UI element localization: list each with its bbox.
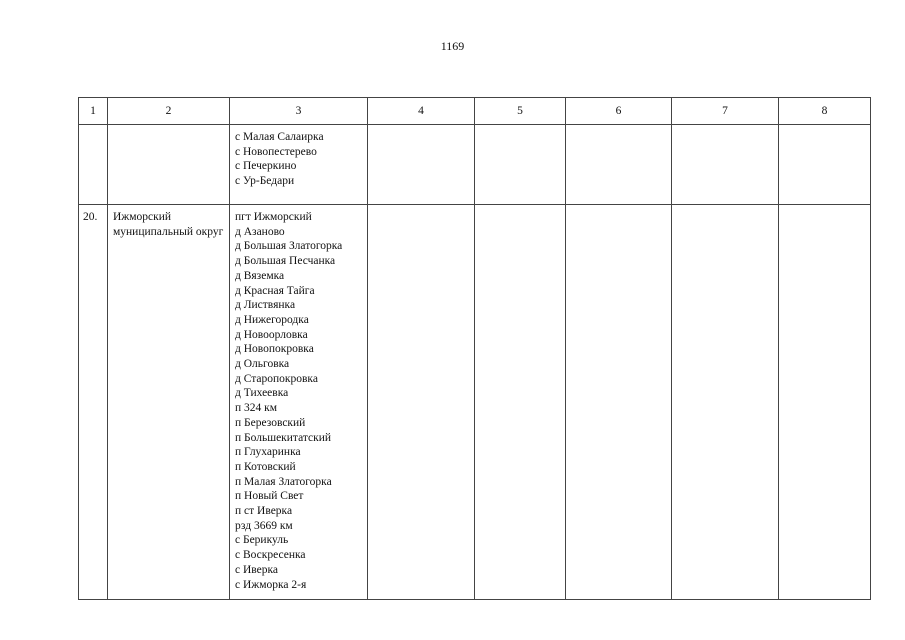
header-cell-3: 3 bbox=[230, 98, 368, 125]
header-cell-6: 6 bbox=[566, 98, 672, 125]
settlement-item: п Березовский bbox=[235, 416, 306, 429]
settlement-item: п 324 км bbox=[235, 402, 278, 415]
settlement-item: д Большая Златогорка bbox=[235, 240, 343, 253]
settlement-item: пгт Ижморский bbox=[235, 211, 312, 223]
settlement-item: д Большая Песчанка bbox=[235, 255, 336, 268]
settlement-item: п Глухаринка bbox=[235, 446, 301, 459]
settlement-item: с Печеркино bbox=[235, 160, 297, 173]
settlement-item: д Тихеевка bbox=[235, 387, 289, 400]
settlement-item: с Иверка bbox=[235, 563, 279, 576]
settlements-cell bbox=[230, 125, 368, 205]
district-name-cell bbox=[108, 125, 230, 205]
header-cell-1: 1 bbox=[79, 98, 108, 125]
row-number-cell bbox=[79, 125, 108, 205]
empty-cell-8 bbox=[779, 125, 871, 205]
settlement-item: п Малая Златогорка bbox=[235, 475, 332, 488]
settlement-item: с Ижморка 2-я bbox=[235, 578, 307, 591]
empty-cell-4 bbox=[368, 125, 475, 205]
settlement-item: рзд 3669 км bbox=[235, 519, 293, 532]
settlement-item: п Котовский bbox=[235, 460, 296, 473]
settlement-item: д Листвянка bbox=[235, 299, 296, 312]
settlement-item: п ст Иверка bbox=[235, 505, 293, 518]
empty-cell-7 bbox=[672, 125, 779, 205]
settlement-item: д Вяземка bbox=[235, 269, 285, 282]
settlement-item: д Красная Тайга bbox=[235, 284, 315, 297]
settlement-item: с Ур-Бедари bbox=[235, 175, 295, 188]
settlement-item: с Берикуль bbox=[235, 534, 289, 547]
settlements-table bbox=[78, 97, 871, 600]
district-name-cell: Ижморский муниципальный округ bbox=[108, 205, 230, 600]
page-number: 1169 bbox=[440, 39, 465, 53]
header-cell-2: 2 bbox=[108, 98, 230, 125]
empty-cell-6 bbox=[566, 205, 672, 600]
empty-cell-5 bbox=[475, 125, 566, 205]
settlement-item: д Азаново bbox=[235, 225, 285, 238]
empty-cell-8 bbox=[779, 205, 871, 600]
row-number-cell: 20. bbox=[79, 205, 108, 600]
settlement-item: д Новоорловка bbox=[235, 328, 308, 341]
settlement-item: с Новопестерево bbox=[235, 145, 317, 158]
empty-cell-5 bbox=[475, 205, 566, 600]
empty-cell-6 bbox=[566, 125, 672, 205]
header-cell-7: 7 bbox=[672, 98, 779, 125]
header-cell-8: 8 bbox=[779, 98, 871, 125]
table-row-continued bbox=[79, 125, 871, 205]
settlement-item: п Большекитатский bbox=[235, 431, 332, 444]
settlement-item: д Новопокровка bbox=[235, 343, 314, 356]
table-row-20 bbox=[79, 205, 871, 600]
settlement-item: д Нижегородка bbox=[235, 313, 309, 326]
empty-cell-4 bbox=[368, 205, 475, 600]
settlement-item: д Ольговка bbox=[235, 358, 290, 371]
settlements-cell bbox=[230, 205, 368, 600]
settlement-item: п Новый Свет bbox=[235, 490, 304, 503]
header-cell-5: 5 bbox=[475, 98, 566, 125]
settlement-item: с Воскресенка bbox=[235, 549, 306, 562]
empty-cell-7 bbox=[672, 205, 779, 600]
settlement-item: д Старопокровка bbox=[235, 372, 318, 385]
table-header-row bbox=[79, 98, 871, 125]
header-cell-4: 4 bbox=[368, 98, 475, 125]
settlement-item: с Малая Салаирка bbox=[235, 131, 324, 143]
